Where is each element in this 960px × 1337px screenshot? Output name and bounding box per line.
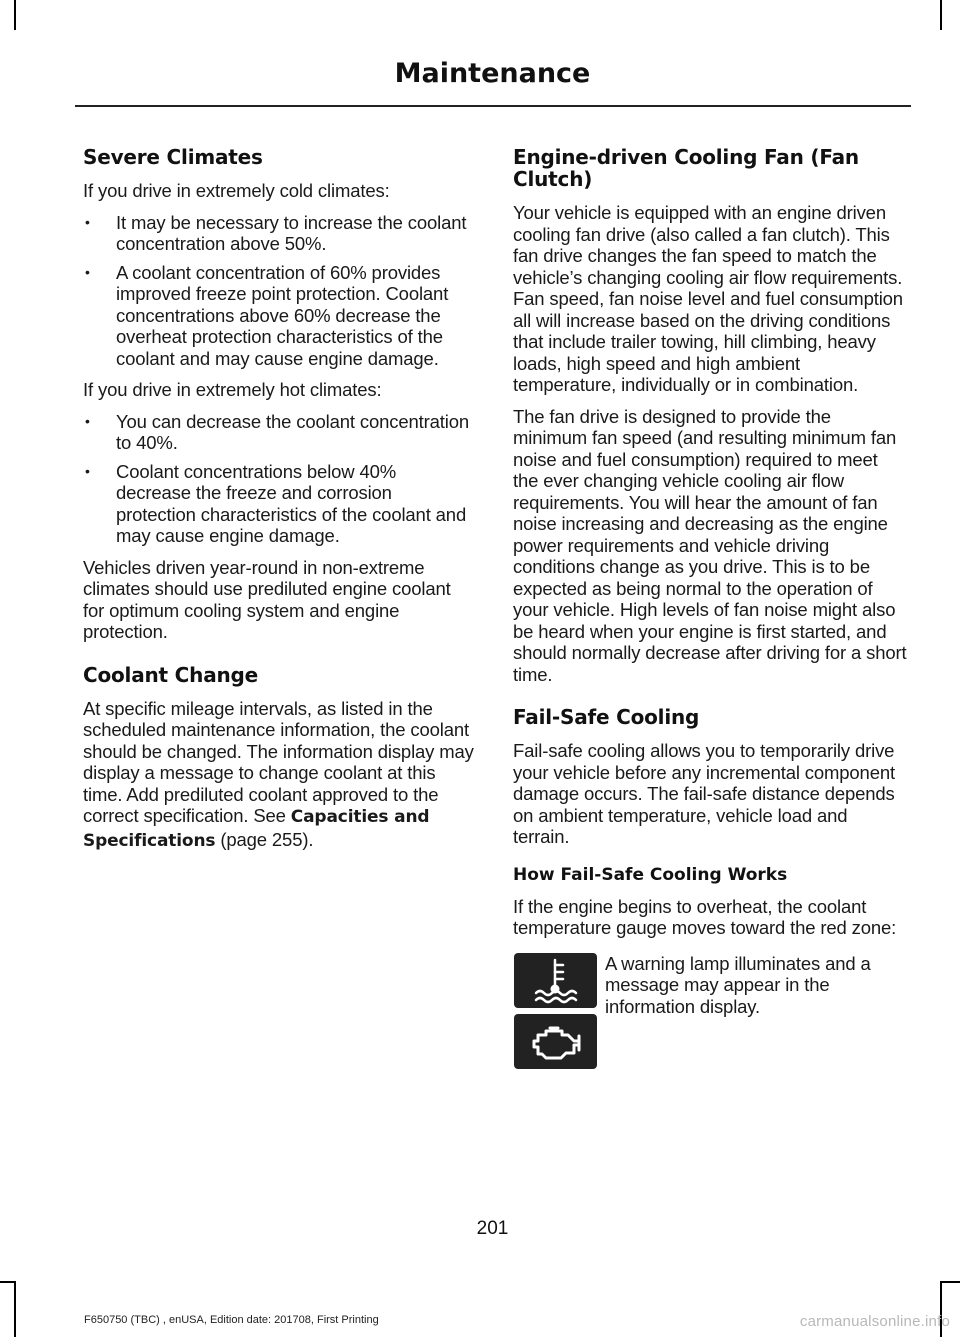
engine-check-icon: [514, 1014, 597, 1069]
right-column: [513, 146, 907, 1078]
how-fail-safe-paragraph: If the engine begins to overheat, the coolant temperature gauge moves toward the red zone:: [513, 895, 897, 938]
hot-list: [83, 411, 475, 547]
severe-climates-heading: Severe Climates: [83, 145, 263, 169]
warning-lamp-block: [513, 953, 907, 1078]
year-round-paragraph: Vehicles driven year-round in non-extreme climates should use prediluted engine coolant for optimum cooling system and engine protection.: [83, 556, 451, 642]
list-item: • A coolant concentration of 60% provides improved freeze point protection. Coolant concentrations above 60% decrease the overheat protection characteristics of the coolant and may cause engine damage.: [83, 262, 475, 370]
list-item: • You can decrease the coolant concentration to 40%.: [83, 411, 475, 454]
crop-mark-top-left: [14, 0, 16, 30]
fan-clutch-heading: Engine-driven Cooling Fan (Fan Clutch): [513, 145, 859, 191]
crop-mark-top-right: [940, 0, 942, 30]
page-reference: (page 255).: [215, 828, 314, 850]
fan-paragraph-1: Your vehicle is equipped with an engine driven cooling fan drive (also called a fan clutch). This fan drive changes the fan speed to match the vehicle’s changing cooling air flow requirements. Fan speed, fan noise level and fuel consumption all will increase based on the driving conditions that include trailer towing, hill climbing, heavy loads, high speed and high ambient temperature, individually or in combination.: [513, 202, 903, 395]
left-column: [83, 146, 475, 862]
crop-mark-bottom-right-h: [940, 1281, 960, 1283]
how-fail-safe-heading: How Fail-Safe Cooling Works: [513, 864, 788, 885]
watermark: carmanualsonline.info: [799, 1313, 950, 1330]
coolant-change-text: At specific mileage intervals, as listed in the scheduled maintenance information, the coolant should be changed. The information display may display a message to change coolant at this time. Add prediluted coolant approved to the correct specification. See: [83, 697, 474, 826]
coolant-change-heading: Coolant Change: [83, 662, 259, 687]
page-title: Maintenance: [394, 58, 591, 89]
fail-safe-heading: Fail-Safe Cooling: [513, 705, 700, 729]
crop-mark-bottom-left-h: [0, 1281, 16, 1283]
capacities-link[interactable]: Capacities and Specifications: [83, 807, 430, 851]
fail-safe-paragraph: Fail-safe cooling allows you to temporarily drive your vehicle before any incremental component damage occurs. The fail-safe distance depends on ambient temperature, vehicle load and terrain.: [513, 740, 895, 847]
coolant-change-paragraph: [83, 698, 475, 853]
lamp-description: A warning lamp illuminates and a message may appear in the information display.: [605, 952, 871, 1017]
page-number: 201: [476, 1218, 509, 1239]
warning-lamp-text: [605, 953, 907, 1028]
header-rule: [75, 105, 911, 107]
list-item: • Coolant concentrations below 40% decrease the freeze and corrosion protection characteristics of the coolant and may cause engine damage.: [83, 461, 475, 547]
cold-list: [83, 212, 475, 370]
footer-edition: F650750 (TBC) , enUSA, Edition date: 201708, First Printing: [84, 1314, 379, 1326]
fan-paragraph-2: The fan drive is designed to provide the minimum fan speed (and resulting minimum fan noise and fuel consumption) required to meet the ever changing vehicle cooling air flow requirements. You will hear the amount of fan noise increasing and decreasing as the engine power requirements and vehicle driving conditions change as you drive. This is to be expected as being normal to the operation of your vehicle. High levels of fan noise might also be heard when your engine is first started, and should normally decrease after driving for a short time.: [513, 405, 907, 685]
coolant-temperature-icon: [514, 953, 597, 1008]
list-item: • It may be necessary to increase the coolant concentration above 50%.: [83, 212, 475, 255]
hot-intro: If you drive in extremely hot climates:: [83, 379, 382, 400]
crop-mark-bottom-left: [14, 1283, 16, 1337]
cold-intro: If you drive in extremely cold climates:: [83, 180, 390, 201]
